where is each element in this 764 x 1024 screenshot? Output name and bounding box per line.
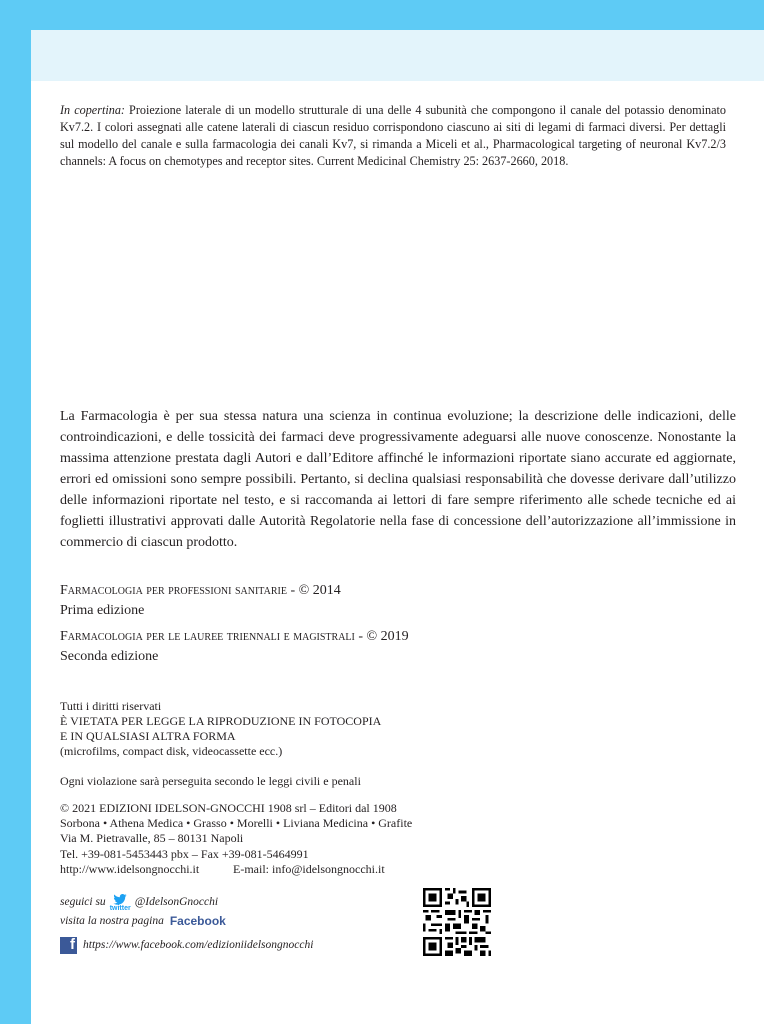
disclaimer-paragraph: La Farmacologia è per sua stessa natura una scienza in continua evoluzione; la descrizione delle indicazioni, delle controindicazioni, e delle tossicità dei farmaci deve progressivamente adeguarsi alle nuove conoscenze. Nonostante la massima attenzione prestata dagli Autori e dall’Editore affinché le informazioni riportate siano accurate ed aggiornate, errori ed omissioni sono sempre possibili. Pertanto, si declina qualsiasi responsabilità che dovesse derivare dall’utilizzo delle informazioni riportate nel testo, e si raccomanda ai lettori di fare sempre riferimento alle schede tecniche ed ai foglietti illustrativi approvati dalle Autorità Regolatorie nella fase di concessione dell’autorizzazione all’immissione in commercio di ciascun prodotto. (60, 409, 736, 550)
edition-copyright: - © 2019 (354, 629, 409, 644)
header-band (31, 30, 764, 81)
email-link[interactable]: E-mail: info@idelsongnocchi.it (233, 861, 385, 876)
social-links (60, 893, 313, 955)
rights-line: È VIETATA PER LEGGE LA RIPRODUZIONE IN FOTOCOPIA (60, 714, 382, 728)
follow-label: seguici su (60, 896, 106, 908)
cover-note (60, 102, 726, 170)
edition-title: Farmacologia per le lauree triennali e magistrali (60, 629, 355, 644)
rights-line: E IN QUALSIASI ALTRA FORMA (60, 729, 236, 743)
twitter-handle[interactable]: @IdelsonGnocchi (134, 896, 219, 908)
twitter-wordmark: twitter (109, 904, 131, 912)
rights-line: (microfilms, compact disk, videocassette ecc.) (60, 744, 283, 758)
cover-note-lead: In copertina: (60, 103, 125, 117)
edition-label: Prima edizione (60, 603, 145, 618)
edition-second (60, 627, 409, 667)
facebook-url[interactable]: https://www.facebook.com/edizioniidelsongnocchi (83, 939, 314, 951)
facebook-link[interactable]: Facebook (169, 914, 226, 928)
facebook-icon[interactable]: f (60, 937, 77, 954)
website-link[interactable]: http://www.idelsongnocchi.it (60, 861, 200, 876)
edition-first (60, 581, 341, 621)
top-accent-bar (31, 0, 764, 30)
edition-label: Seconda edizione (60, 649, 159, 664)
rights-notice (60, 699, 381, 759)
twitter-icon[interactable] (110, 894, 131, 912)
edition-copyright: - © 2014 (286, 583, 341, 598)
edition-title: Farmacologia per professioni sanitarie (60, 583, 287, 598)
cover-note-text: Proiezione laterale di un modello strutturale di una delle 4 subunità che compongono il canale del potassio denominato Kv7.2. I colori assegnati alle catene laterali di ciascun residuo corrispondono ciascuno ai siti di legami di farmaci diversi. Per dettagli sul modello del canale e sulla farmacologia dei canali Kv7, si rimanda a Miceli et al., Pharmacological targeting of neuronal Kv7.2/3 channels: A focus on chemotypes and receptor sites. Current Medicinal Chemistry 25: 2637-2660, 2018. (60, 103, 727, 168)
violation-notice: Ogni violazione sarà perseguita secondo le leggi civili e penali (60, 774, 361, 788)
visit-label: visita la nostra pagina (60, 915, 164, 927)
left-accent-bar (0, 0, 31, 1024)
publisher-line: Tel. +39-081-5453443 pbx – Fax +39-081-5464991 (60, 846, 309, 861)
qr-code-icon[interactable] (423, 888, 491, 956)
publisher-info (60, 801, 412, 877)
rights-line: Tutti i diritti riservati (60, 699, 162, 713)
publisher-line: Via M. Pietravalle, 85 – 80131 Napoli (60, 831, 244, 846)
publisher-line: Sorbona • Athena Medica • Grasso • Morelli • Liviana Medicina • Grafite (60, 816, 413, 831)
publisher-line: © 2021 EDIZIONI IDELSON-GNOCCHI 1908 srl – Editori dal 1908 (60, 801, 397, 815)
